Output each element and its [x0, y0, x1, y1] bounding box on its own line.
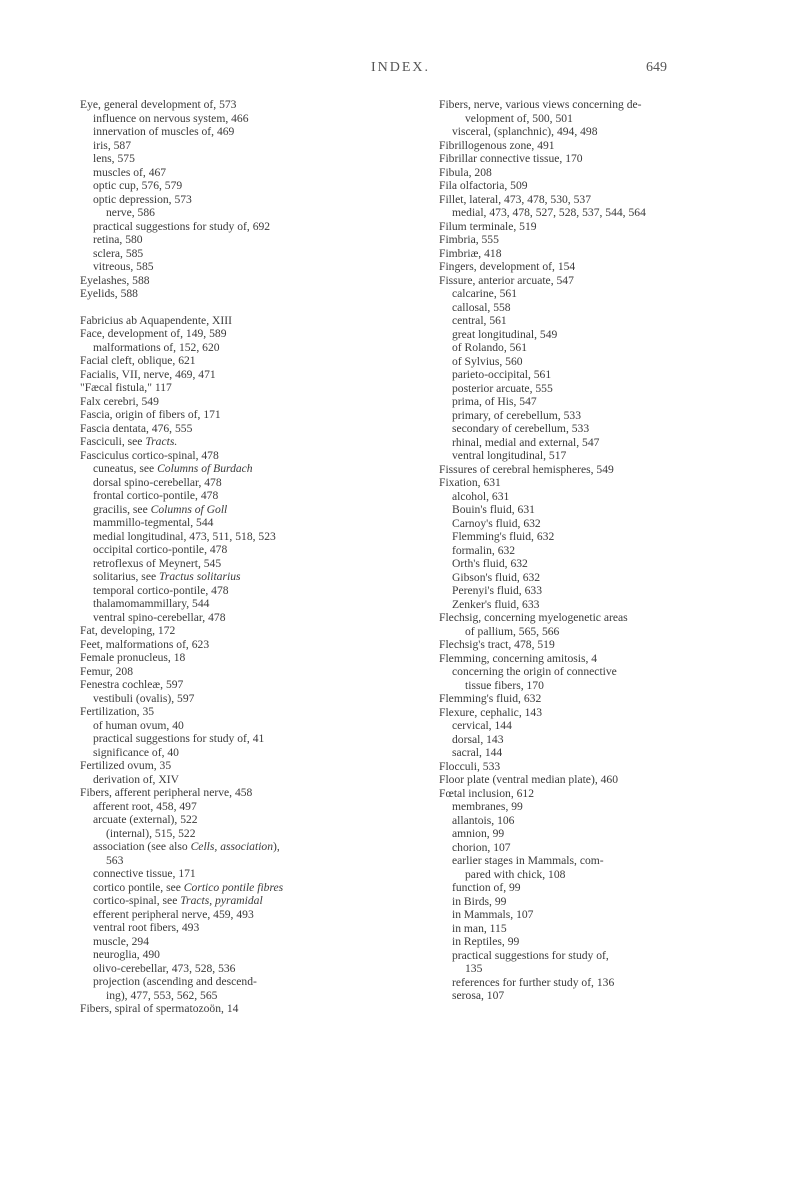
index-entry-text: frontal cortico-pontile, 478 [93, 489, 219, 502]
page-number: 649 [646, 60, 667, 75]
index-entry [439, 260, 770, 274]
index-entry [80, 435, 411, 449]
index-entry-text: Flocculi, 533 [439, 759, 501, 773]
index-entry-text: in Birds, 99 [452, 894, 507, 908]
index-entry [80, 557, 411, 571]
index-entry-text: muscles of, 467 [93, 165, 167, 179]
index-entry-text: ventral root fibers, 493 [93, 921, 200, 934]
index-entry [439, 598, 770, 612]
index-entry [439, 368, 770, 382]
index-entry [439, 247, 770, 261]
index-entry [80, 206, 411, 220]
index-entry-text: in man, 115 [452, 921, 507, 935]
index-entry [80, 98, 411, 112]
index-entry [80, 368, 411, 382]
index-entry [80, 381, 411, 395]
index-entry [80, 422, 411, 436]
index-column-left [80, 98, 411, 1016]
index-entry [439, 773, 770, 787]
index-entry-text: earlier stages in Mammals, com- [452, 854, 604, 867]
index-entry [80, 354, 411, 368]
index-entry-text: sclera, 585 [93, 246, 144, 260]
index-entry [80, 287, 411, 301]
index-entry [80, 449, 411, 463]
index-entry-text: Flemming's fluid, 632 [452, 530, 555, 543]
index-entry [439, 692, 770, 706]
index-entry-text: Orth's fluid, 632 [452, 557, 528, 570]
index-entry-text: efferent peripheral nerve, 459, 493 [93, 907, 254, 921]
index-entry-text: Zenker's fluid, 633 [452, 597, 540, 611]
index-entry [80, 665, 411, 679]
index-entry-text: derivation of, XIV [93, 772, 179, 786]
index-entry [439, 220, 770, 234]
index-entry [80, 935, 411, 949]
index-entry [80, 1002, 411, 1016]
index-entry-text: chorion, 107 [452, 840, 511, 854]
index-entry-text: parieto-occipital, 561 [452, 368, 552, 381]
index-entry [80, 651, 411, 665]
index-entry-text: Fingers, development of, 154 [439, 260, 576, 273]
index-entry [80, 220, 411, 234]
index-entry [439, 706, 770, 720]
index-entry [439, 355, 770, 369]
index-entry [439, 746, 770, 760]
index-entry [80, 962, 411, 976]
index-entry-text: ventral longitudinal, 517 [452, 449, 567, 462]
index-entry [439, 665, 770, 679]
index-entry-text: nerve, 586 [106, 206, 155, 219]
index-entry-text: Gibson's fluid, 632 [452, 570, 541, 584]
index-entry-text-tail: ), [273, 840, 280, 853]
index-entry [439, 436, 770, 450]
index-entry [80, 139, 411, 153]
index-entry [439, 625, 770, 639]
index-entry [439, 868, 770, 882]
index-entry-text: Fascia dentata, 476, 555 [80, 421, 193, 435]
index-entry [439, 125, 770, 139]
index-entry-text: Femur, 208 [80, 664, 133, 678]
index-entry [439, 530, 770, 544]
index-entry [80, 179, 411, 193]
index-entry-text: gracilis, see [93, 502, 151, 516]
index-entry [439, 571, 770, 585]
index-entry [439, 314, 770, 328]
index-entry [439, 503, 770, 517]
index-entry-text: malformations of, 152, 620 [93, 340, 220, 354]
index-entry [80, 597, 411, 611]
index-entry [80, 314, 411, 328]
index-entry-text: occipital cortico-pontile, 478 [93, 543, 228, 556]
index-entry [439, 274, 770, 288]
index-entry [80, 908, 411, 922]
index-entry-text: projection (ascending and descend- [93, 975, 257, 988]
index-entry-text: solitarius, see [93, 570, 160, 583]
index-entry [439, 98, 770, 112]
index-entry [439, 463, 770, 477]
index-entry-text: Flechsig, concerning myelogenetic areas [439, 611, 628, 624]
index-entry [80, 813, 411, 827]
index-entry-text: visceral, (splanchnic), 494, 498 [452, 125, 598, 138]
index-entry [439, 422, 770, 436]
index-entry [439, 409, 770, 423]
index-entry [80, 570, 411, 584]
page-header [0, 60, 801, 84]
index-entry-text: Fat, developing, 172 [80, 624, 176, 637]
index-entry-text: influence on nervous system, 466 [93, 111, 249, 125]
index-entry [439, 301, 770, 315]
index-entry-text: primary, of cerebellum, 533 [452, 408, 581, 422]
index-entry-text: Flechsig's tract, 478, 519 [439, 638, 555, 651]
index-entry [439, 395, 770, 409]
index-entry [80, 678, 411, 692]
index-entry [439, 935, 770, 949]
index-entry-text: iris, 587 [93, 138, 132, 152]
index-entry-text: of Sylvius, 560 [452, 354, 523, 368]
index-column-right [439, 98, 770, 1016]
index-entry [80, 948, 411, 962]
index-entry [439, 787, 770, 801]
index-entry-text: medial, 473, 478, 527, 528, 537, 544, 564 [452, 206, 646, 219]
index-entry [439, 679, 770, 693]
index-entry [80, 611, 411, 625]
index-entry [439, 341, 770, 355]
index-entry-text: Fasciculus cortico-spinal, 478 [80, 448, 219, 462]
index-entry-crossref: Cells, association [190, 840, 274, 853]
index-entry [80, 516, 411, 530]
index-entry [439, 112, 770, 126]
running-head: INDEX. [370, 60, 431, 75]
index-entry [80, 395, 411, 409]
index-entry [439, 166, 770, 180]
index-entry-text: in Mammals, 107 [452, 908, 534, 921]
index-entry-text: temporal cortico-pontile, 478 [93, 583, 229, 597]
index-entry [80, 773, 411, 787]
index-entry [439, 287, 770, 301]
index-entry-text: Fibers, afferent peripheral nerve, 458 [80, 786, 253, 799]
index-entry-text: Fimbriæ, 418 [439, 246, 502, 260]
index-entry-text: sacral, 144 [452, 746, 503, 759]
index-entry-text: Fascia, origin of fibers of, 171 [80, 408, 221, 421]
index-entry-text: Fissures of cerebral hemispheres, 549 [439, 462, 614, 476]
index-entry-text: cervical, 144 [452, 719, 512, 732]
index-entry [80, 476, 411, 490]
index-entry-text: function of, 99 [452, 881, 521, 894]
index-section-gap [80, 301, 411, 314]
index-entry-text: ing), 477, 553, 562, 565 [106, 988, 218, 1002]
index-entry [80, 624, 411, 638]
index-entry-text: prima, of His, 547 [452, 395, 537, 408]
index-entry [80, 759, 411, 773]
index-entry-text: pared with chick, 108 [465, 867, 566, 881]
index-entry-text: Flemming, concerning amitosis, 4 [439, 651, 598, 665]
index-entry-text: medial longitudinal, 473, 511, 518, 523 [93, 529, 276, 543]
index-entry-crossref: Columns of Burdach [157, 462, 253, 475]
index-entry [80, 489, 411, 503]
index-entry [80, 638, 411, 652]
index-entry [439, 962, 770, 976]
index-entry [80, 921, 411, 935]
index-entry [80, 166, 411, 180]
index-entry-text: (internal), 515, 522 [106, 826, 196, 840]
index-entry [80, 543, 411, 557]
index-entry-text: dorsal spino-cerebellar, 478 [93, 475, 222, 489]
index-entry [439, 557, 770, 571]
index-entry [80, 840, 411, 854]
index-entry-text: Fibrillar connective tissue, 170 [439, 152, 583, 165]
index-entry [439, 584, 770, 598]
index-entry-text: Fertilization, 35 [80, 705, 155, 718]
index-entry [439, 949, 770, 963]
index-entry-text: Fillet, lateral, 473, 478, 530, 537 [439, 192, 591, 206]
index-entry-text: alcohol, 631 [452, 489, 510, 503]
index-entry [439, 206, 770, 220]
index-entry-text: Fissure, anterior arcuate, 547 [439, 273, 574, 287]
index-entry-text: Fenestra cochleæ, 597 [80, 678, 184, 691]
index-entry-text: of Rolando, 561 [452, 341, 528, 354]
index-entry-text: Fœtal inclusion, 612 [439, 786, 535, 800]
index-entry-text: allantois, 106 [452, 813, 515, 827]
index-entry [439, 989, 770, 1003]
index-entry-text: Feet, malformations of, 623 [80, 637, 210, 651]
index-entry-text: rhinal, medial and external, 547 [452, 435, 600, 449]
index-entry-text: retroflexus of Meynert, 545 [93, 556, 222, 570]
index-entry [80, 274, 411, 288]
index-entry [439, 179, 770, 193]
index-entry-crossref: Tractus solitarius [159, 570, 241, 583]
index-entry-text: Fasciculi, see [80, 435, 146, 448]
index-entry-text: optic cup, 576, 579 [93, 179, 183, 192]
index-entry [80, 989, 411, 1003]
index-entry [439, 800, 770, 814]
index-entry [439, 152, 770, 166]
index-entry-text: neuroglia, 490 [93, 948, 160, 961]
index-entry-text: Filum terminale, 519 [439, 219, 537, 233]
index-entry-text: Facialis, VII, nerve, 469, 471 [80, 367, 216, 381]
index-entry [439, 976, 770, 990]
index-entry-text: of pallium, 565, 566 [465, 624, 560, 638]
index-entry [439, 854, 770, 868]
index-entry [80, 732, 411, 746]
index-entry [80, 584, 411, 598]
index-entry-text: Bouin's fluid, 631 [452, 503, 535, 516]
index-entry [80, 881, 411, 895]
index-entry [439, 638, 770, 652]
index-entry [80, 247, 411, 261]
index-entry [439, 922, 770, 936]
index-entry-text: association (see also [93, 840, 191, 853]
index-entry-text: significance of, 40 [93, 745, 179, 759]
index-entry-text: mammillo-tegmental, 544 [93, 516, 214, 529]
index-entry [80, 692, 411, 706]
index-entry-text: vitreous, 585 [93, 260, 154, 273]
index-entry-text: Fila olfactoria, 509 [439, 179, 528, 192]
index-entry-text: cortico-spinal, see [93, 894, 181, 907]
index-entry-text: Eyelids, 588 [80, 287, 138, 300]
index-entry [439, 476, 770, 490]
index-entry-text: Fibrillogenous zone, 491 [439, 138, 555, 152]
index-entry-text: ventral spino-cerebellar, 478 [93, 610, 226, 624]
index-entry-text: Face, development of, 149, 589 [80, 327, 227, 340]
index-entry-text: references for further study of, 136 [452, 975, 615, 989]
index-entry-text: Fertilized ovum, 35 [80, 759, 172, 772]
index-entry-text: afferent root, 458, 497 [93, 799, 197, 813]
index-entry-text: 563 [106, 853, 124, 867]
index-entry [439, 881, 770, 895]
index-entry-text: retina, 580 [93, 233, 143, 246]
index-entry-crossref: Columns of Goll [150, 502, 228, 516]
index-entry-text: Perenyi's fluid, 633 [452, 584, 542, 597]
index-entry [80, 746, 411, 760]
index-entry-text: Eyelashes, 588 [80, 273, 150, 287]
index-entry [439, 233, 770, 247]
index-entry [439, 652, 770, 666]
index-entry-text: velopment of, 500, 501 [465, 111, 573, 125]
index-entry [80, 867, 411, 881]
index-entry-text: central, 561 [452, 314, 507, 327]
index-entry-text: lens, 575 [93, 152, 135, 165]
index-entry-text: callosal, 558 [452, 300, 511, 314]
index-entry-text: great longitudinal, 549 [452, 327, 558, 341]
index-entry-text: 135 [465, 962, 483, 975]
index-entry [439, 544, 770, 558]
index-entry [439, 328, 770, 342]
index-entry [80, 462, 411, 476]
index-entry [80, 125, 411, 139]
index-entry-text: Female pronucleus, 18 [80, 651, 186, 664]
index-entry-text: Fibula, 208 [439, 165, 492, 179]
index-entry-text: vestibuli (ovalis), 597 [93, 691, 195, 705]
index-entry [80, 854, 411, 868]
index-entry-text: Fibers, spiral of spermatozoön, 14 [80, 1002, 239, 1015]
index-entry-text: calcarine, 561 [452, 287, 518, 300]
index-entry-text: amnion, 99 [452, 827, 505, 840]
index-entry-text: Fibers, nerve, various views concerning de- [439, 98, 642, 111]
index-entry [80, 719, 411, 733]
index-columns [80, 98, 770, 1016]
index-entry-text: Flexure, cephalic, 143 [439, 705, 543, 719]
index-entry [439, 382, 770, 396]
index-entry [80, 193, 411, 207]
index-entry [439, 193, 770, 207]
index-entry [80, 408, 411, 422]
index-entry [439, 841, 770, 855]
index-entry-text: Flemming's fluid, 632 [439, 692, 542, 705]
index-entry [80, 152, 411, 166]
index-entry [439, 827, 770, 841]
index-entry [439, 908, 770, 922]
index-entry-text: secondary of cerebellum, 533 [452, 422, 590, 435]
index-entry-text: arcuate (external), 522 [93, 813, 198, 826]
index-entry-text: Floor plate (ventral median plate), 460 [439, 773, 619, 786]
index-entry [439, 895, 770, 909]
index-entry [439, 814, 770, 828]
index-entry-text: serosa, 107 [452, 989, 505, 1002]
index-entry-text: connective tissue, 171 [93, 867, 196, 880]
index-entry [80, 827, 411, 841]
index-entry-text: Fixation, 631 [439, 476, 501, 489]
index-entry-text: of human ovum, 40 [93, 718, 184, 732]
index-entry-text: Falx cerebri, 549 [80, 394, 159, 408]
index-entry-text: olivo-cerebellar, 473, 528, 536 [93, 961, 236, 975]
index-entry-crossref: Cortico pontile fibres [183, 880, 284, 894]
index-entry-text: optic depression, 573 [93, 192, 192, 206]
index-entry-text: innervation of muscles of, 469 [93, 125, 235, 138]
index-entry [439, 611, 770, 625]
index-entry-crossref: Tracts, pyramidal [180, 894, 263, 907]
index-entry [80, 327, 411, 341]
index-entry-text: muscle, 294 [93, 934, 150, 948]
index-entry-text: thalamomammillary, 544 [93, 597, 210, 610]
index-entry-text: membranes, 99 [452, 800, 523, 813]
index-entry [80, 341, 411, 355]
index-entry [80, 975, 411, 989]
index-entry-text: Carnoy's fluid, 632 [452, 516, 541, 530]
index-entry-text: Eye, general development of, 573 [80, 98, 237, 111]
index-entry-text: "Fæcal fistula," 117 [80, 381, 172, 394]
index-entry [439, 719, 770, 733]
index-entry-text: Fabricius ab Aquapendente, XIII [80, 313, 232, 327]
index-entry [439, 490, 770, 504]
index-entry-text: concerning the origin of connective [452, 665, 617, 678]
index-entry-text: cortico pontile, see [93, 880, 184, 894]
index-entry [80, 503, 411, 517]
index-entry-text: Facial cleft, oblique, 621 [80, 354, 196, 367]
index-entry [80, 233, 411, 247]
index-entry [80, 112, 411, 126]
index-entry-text: in Reptiles, 99 [452, 935, 520, 948]
index-entry-crossref: Tracts. [145, 435, 178, 448]
index-entry-text: posterior arcuate, 555 [452, 381, 553, 395]
index-entry-text: tissue fibers, 170 [465, 678, 544, 692]
index-entry [439, 517, 770, 531]
index-entry [80, 894, 411, 908]
index-entry-text: Fimbria, 555 [439, 233, 499, 246]
index-entry [80, 260, 411, 274]
index-entry [80, 705, 411, 719]
index-entry [439, 139, 770, 153]
index-entry-text: cuneatus, see [93, 462, 158, 475]
index-entry [439, 449, 770, 463]
index-entry [80, 786, 411, 800]
index-entry [439, 733, 770, 747]
index-entry-text: practical suggestions for study of, 692 [93, 219, 271, 233]
index-entry-text: formalin, 632 [452, 543, 516, 557]
index-entry [80, 530, 411, 544]
index-entry-text: practical suggestions for study of, [452, 948, 609, 962]
index-entry-text: practical suggestions for study of, 41 [93, 732, 265, 745]
index-entry-text: dorsal, 143 [452, 732, 504, 746]
index-entry [80, 800, 411, 814]
index-entry [439, 760, 770, 774]
